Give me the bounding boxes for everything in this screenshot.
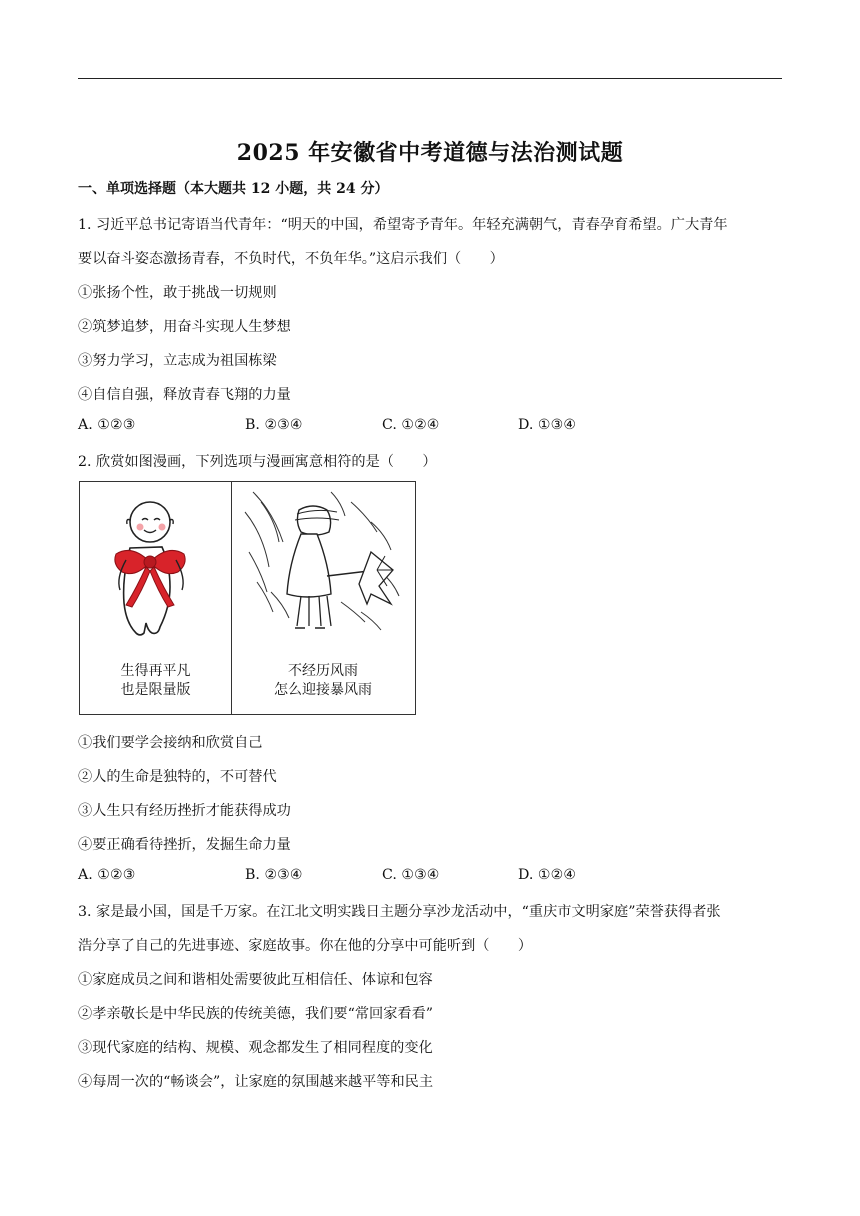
q1-option-b[interactable]: B. ②③④	[245, 417, 303, 433]
q2-option-c[interactable]: C. ①③④	[382, 867, 440, 883]
q1-option-c[interactable]: C. ①②④	[382, 417, 440, 433]
comic-panel-left	[80, 482, 232, 714]
q2-option-a[interactable]: A. ①②③	[78, 867, 136, 883]
q1-stem-line-2: 要以奋斗姿态激扬青春，不负时代，不负年华。”这启示我们（ ）	[78, 251, 504, 267]
q3-stem-line-2: 浩分享了自己的先进事迹、家庭故事。你在他的分享中可能听到（ ）	[78, 938, 533, 954]
q2-options	[78, 867, 778, 887]
section-heading: 一、单项选择题（本大题共 12 小题，共 24 分）	[78, 181, 389, 197]
q1-option-a[interactable]: A. ①②③	[78, 417, 136, 433]
q2-stem-line-1: 2. 欣赏如图漫画，下列选项与漫画寓意相符的是（ ）	[78, 454, 437, 470]
q3-item-1: ①家庭成员之间和谐相处需要彼此互相信任、体谅和包容	[78, 972, 433, 988]
comic-panel-right	[231, 482, 415, 714]
q1-item-4: ④自信自强，释放青春飞翔的力量	[78, 387, 291, 403]
q2-option-b[interactable]: B. ②③④	[245, 867, 303, 883]
q1-item-2: ②筑梦追梦，用奋斗实现人生梦想	[78, 319, 291, 335]
q1-options	[78, 417, 778, 437]
q2-option-d[interactable]: D. ①②④	[518, 867, 577, 883]
q1-option-d[interactable]: D. ①③④	[518, 417, 577, 433]
q2-item-3: ③人生只有经历挫折才能获得成功	[78, 803, 291, 819]
q1-item-3: ③努力学习，立志成为祖国栋梁	[78, 353, 277, 369]
q3-item-3: ③现代家庭的结构、规模、观念都发生了相同程度的变化	[78, 1040, 433, 1056]
q3-item-2: ②孝亲敬长是中华民族的传统美德，我们要“常回家看看”	[78, 1006, 434, 1022]
q2-item-1: ①我们要学会接纳和欣赏自己	[78, 735, 263, 751]
left-caption-line-2: 也是限量版	[120, 682, 191, 698]
figure-in-storm-illustration	[231, 482, 415, 654]
q3-item-4: ④每周一次的“畅谈会”，让家庭的氛围越来越平等和民主	[78, 1074, 434, 1090]
q1-stem-line-1: 1. 习近平总书记寄语当代青年：“明天的中国，希望寄予青年。年轻充满朝气，青春孕育希望。广大青年	[78, 217, 728, 233]
q3-stem-line-1: 3. 家是最小国，国是千万家。在江北文明实践日主题分享沙龙活动中，“重庆市文明家庭”荣誉获得者张	[78, 904, 721, 920]
smiling-figure-with-bow-illustration	[80, 482, 230, 654]
left-caption-line-1: 生得再平凡	[120, 663, 191, 679]
page-title: 2025 年安徽省中考道德与法治测试题	[236, 140, 624, 166]
right-caption	[231, 662, 415, 700]
q2-item-2: ②人的生命是独特的，不可替代	[78, 769, 277, 785]
q2-comic-figure	[79, 481, 416, 715]
right-caption-line-2: 怎么迎接暴风雨	[274, 682, 372, 698]
right-caption-line-1: 不经历风雨	[288, 663, 358, 679]
left-caption	[80, 662, 231, 700]
q1-item-1: ①张扬个性，敢于挑战一切规则	[78, 285, 277, 301]
header-rule	[78, 78, 782, 79]
q2-item-4: ④要正确看待挫折，发掘生命力量	[78, 837, 291, 853]
